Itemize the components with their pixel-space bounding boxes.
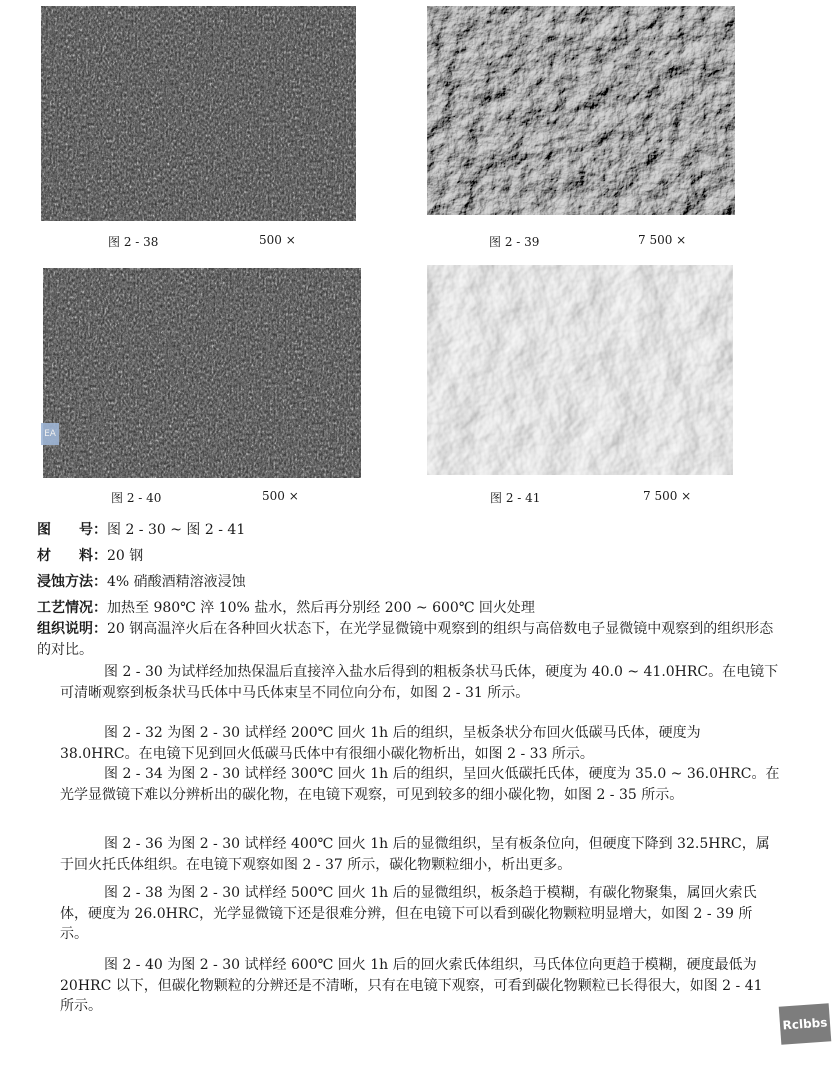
figure-label: 图 2 - 38 [108, 235, 159, 249]
paragraph: 图 2 - 30 为试样经加热保温后直接淬入盐水后得到的粗板条状马氏体，硬度为 40.0 ~ 41.0HRC。在电镜下可清晰观察到板条状马氏体中马氏体束呈不同位向分布，如图 2 - 31 所示。 [60, 664, 779, 701]
field-value: 加热至 980℃ 淬 10% 盐水，然后再分别经 200 ~ 600℃ 回火处理 [107, 600, 535, 616]
field-key: 材 料： [37, 548, 107, 564]
watermark-logo: Rclbbs [779, 1003, 832, 1044]
micrograph-fig-2-40 [43, 268, 361, 478]
figure-magnification: 7 500 × [638, 233, 687, 247]
paragraph: 图 2 - 34 为图 2 - 30 试样经 300℃ 回火 1h 后的组织，呈回火低碳托氏体，硬度为 35.0 ~ 36.0HRC。在光学显微镜下难以分辨析出的碳化物，在电镜下观察，可见到较多的细小碳化物，如图 2 - 35 所示。 [60, 766, 780, 803]
micrograph-fig-2-39 [427, 6, 735, 215]
corner-badge: EA [41, 423, 59, 445]
material-line [37, 545, 143, 565]
field-value: 20 钢高温淬火后在各种回火状态下，在光学显微镜中观察到的组织与高倍数电子显微镜中观察到的组织形态的对比。 [37, 621, 774, 658]
figure-numbers-line [37, 519, 245, 539]
micrograph-fig-2-38 [41, 6, 356, 221]
field-value: 图 2 - 30 ~ 图 2 - 41 [107, 522, 246, 538]
field-key: 工艺情况： [37, 600, 107, 616]
process-line [37, 597, 535, 617]
field-key: 组织说明： [37, 621, 107, 637]
field-value: 4% 硝酸酒精溶液浸蚀 [107, 574, 246, 590]
paragraph: 图 2 - 38 为图 2 - 30 试样经 500℃ 回火 1h 后的显微组织，板条趋于模糊，有碳化物聚集，属回火索氏体，硬度为 26.0HRC，光学显微镜下还是很难分辨，但在电镜下可以看到碳化物颗粒明显增大，如图 2 - 39 所示。 [60, 885, 757, 942]
field-key: 浸蚀方法： [37, 574, 107, 590]
figure-magnification: 500 × [262, 489, 299, 503]
etching-line [37, 571, 246, 591]
figure-label: 图 2 - 40 [111, 491, 162, 505]
micrograph-fig-2-41 [427, 265, 733, 475]
figure-label: 图 2 - 39 [489, 235, 540, 249]
figure-label: 图 2 - 41 [490, 491, 541, 505]
paragraph: 图 2 - 40 为图 2 - 30 试样经 600℃ 回火 1h 后的回火索氏体组织，马氏体位向更趋于模糊，硬度最低为 20HRC 以下，但碳化物颗粒的分辨还是不清晰，只有在电镜下观察，可看到碳化物颗粒已长得很大，如图 2 - 41 所示。 [60, 957, 763, 1014]
paragraph: 图 2 - 32 为图 2 - 30 试样经 200℃ 回火 1h 后的组织，呈板条状分布回火低碳马氏体，硬度为 38.0HRC。在电镜下见到回火低碳马氏体中有很细小碳化物析出，如图 2 - 33 所示。 [60, 725, 701, 762]
structure-line [37, 619, 777, 661]
field-key: 图 号： [37, 522, 107, 538]
paragraph: 图 2 - 36 为图 2 - 30 试样经 400℃ 回火 1h 后的显微组织，呈有板条位向，但硬度下降到 32.5HRC，属于回火托氏体组织。在电镜下观察如图 2 - 37 所示，碳化物颗粒细小，析出更多。 [60, 836, 770, 873]
field-value: 20 钢 [107, 548, 144, 564]
figure-magnification: 500 × [259, 233, 296, 247]
figure-magnification: 7 500 × [643, 489, 692, 503]
